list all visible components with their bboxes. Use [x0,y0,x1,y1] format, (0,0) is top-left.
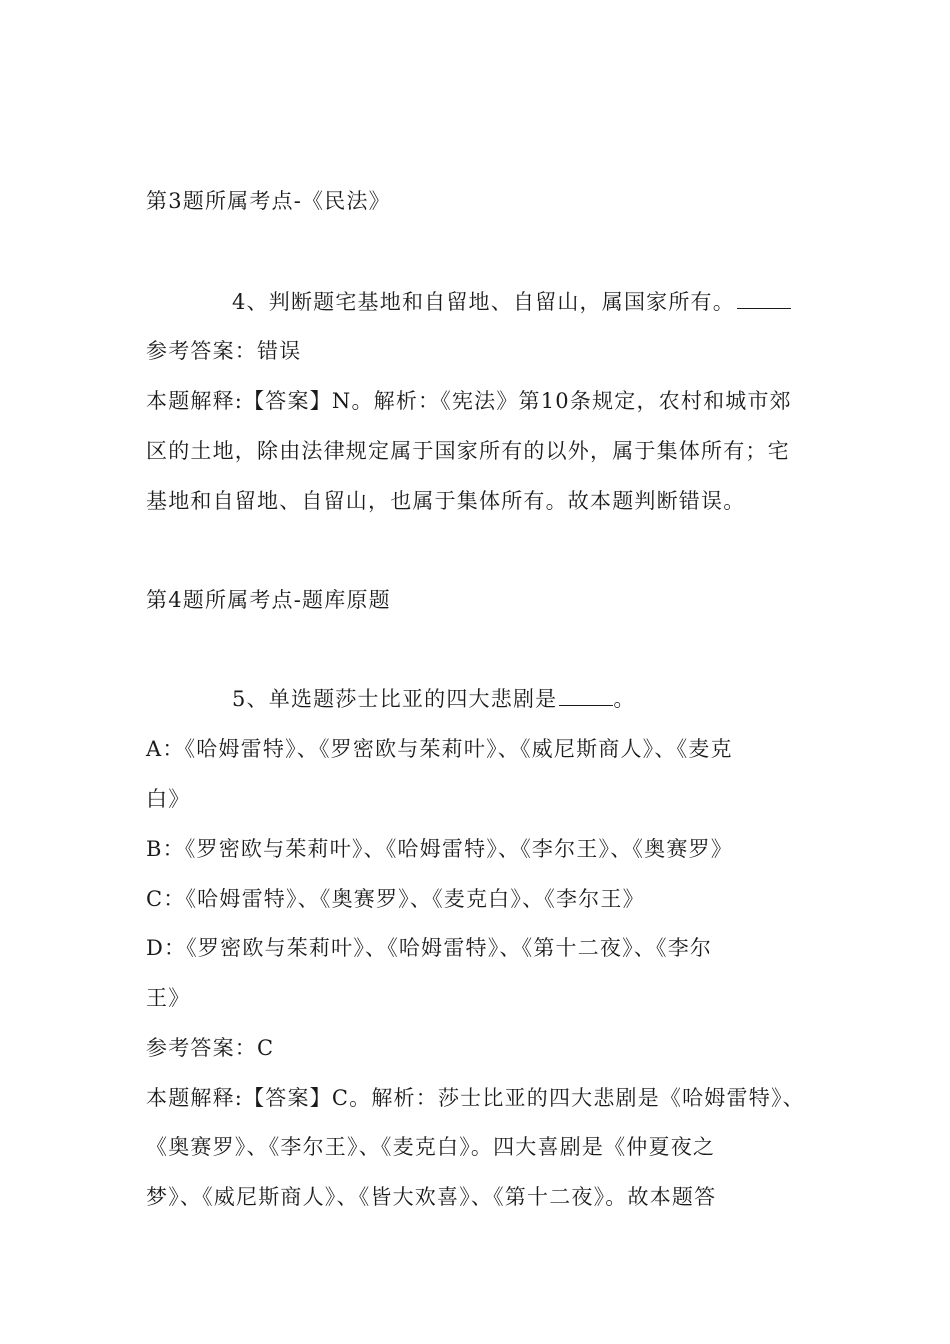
q4-stem-text: 4、判断题宅基地和自留地、自留山，属国家所有。 [232,290,735,314]
q5-stem-end: 。 [613,687,636,711]
q5-option-d-line-1: D：《罗密欧与茱莉叶》、《哈姆雷特》、《第十二夜》、《李尔 [146,936,713,960]
q5-option-c: C：《哈姆雷特》、《奥赛罗》、《麦克白》、《李尔王》 [146,887,645,911]
q5-explanation-line-2: 《奥赛罗》、《李尔王》、《麦克白》。四大喜剧是《仲夏夜之 [146,1135,716,1159]
q4-question-stem [232,287,791,317]
q5-explanation-line-3: 梦》、《威尼斯商人》、《皆大欢喜》、《第十二夜》。故本题答 [146,1185,717,1209]
q4-explanation-line-2: 区的土地，除由法律规定属于国家所有的以外，属于集体所有；宅 [146,439,790,463]
q4-explanation-line-1: 本题解释:【答案】N。解析：《宪法》第10条规定，农村和城市郊 [146,389,792,413]
q5-option-d-line-2: 王》 [146,986,191,1010]
answer-blank [559,687,613,706]
q5-option-a-line-1: A：《哈姆雷特》、《罗密欧与茱莉叶》、《威尼斯商人》、《麦克 [146,737,733,761]
q5-option-b: B：《罗密欧与茱莉叶》、《哈姆雷特》、《李尔王》、《奥赛罗》 [146,837,733,861]
q4-explanation-line-3: 基地和自留地、自留山，也属于集体所有。故本题判断错误。 [146,489,746,513]
q4-knowledge-point: 第4题所属考点-题库原题 [146,588,391,612]
answer-blank [737,290,791,309]
q5-reference-answer: 参考答案：C [146,1036,275,1060]
q5-question-stem [232,684,636,714]
q5-option-a-line-2: 白》 [146,787,191,811]
q3-knowledge-point: 第3题所属考点-《民法》 [146,189,391,213]
q4-reference-answer: 参考答案：错误 [146,339,302,363]
q5-explanation-line-1: 本题解释:【答案】C。解析：莎士比亚的四大悲剧是《哈姆雷特》、 [146,1086,805,1110]
q5-stem-text: 5、单选题莎士比亚的四大悲剧是 [232,687,558,711]
